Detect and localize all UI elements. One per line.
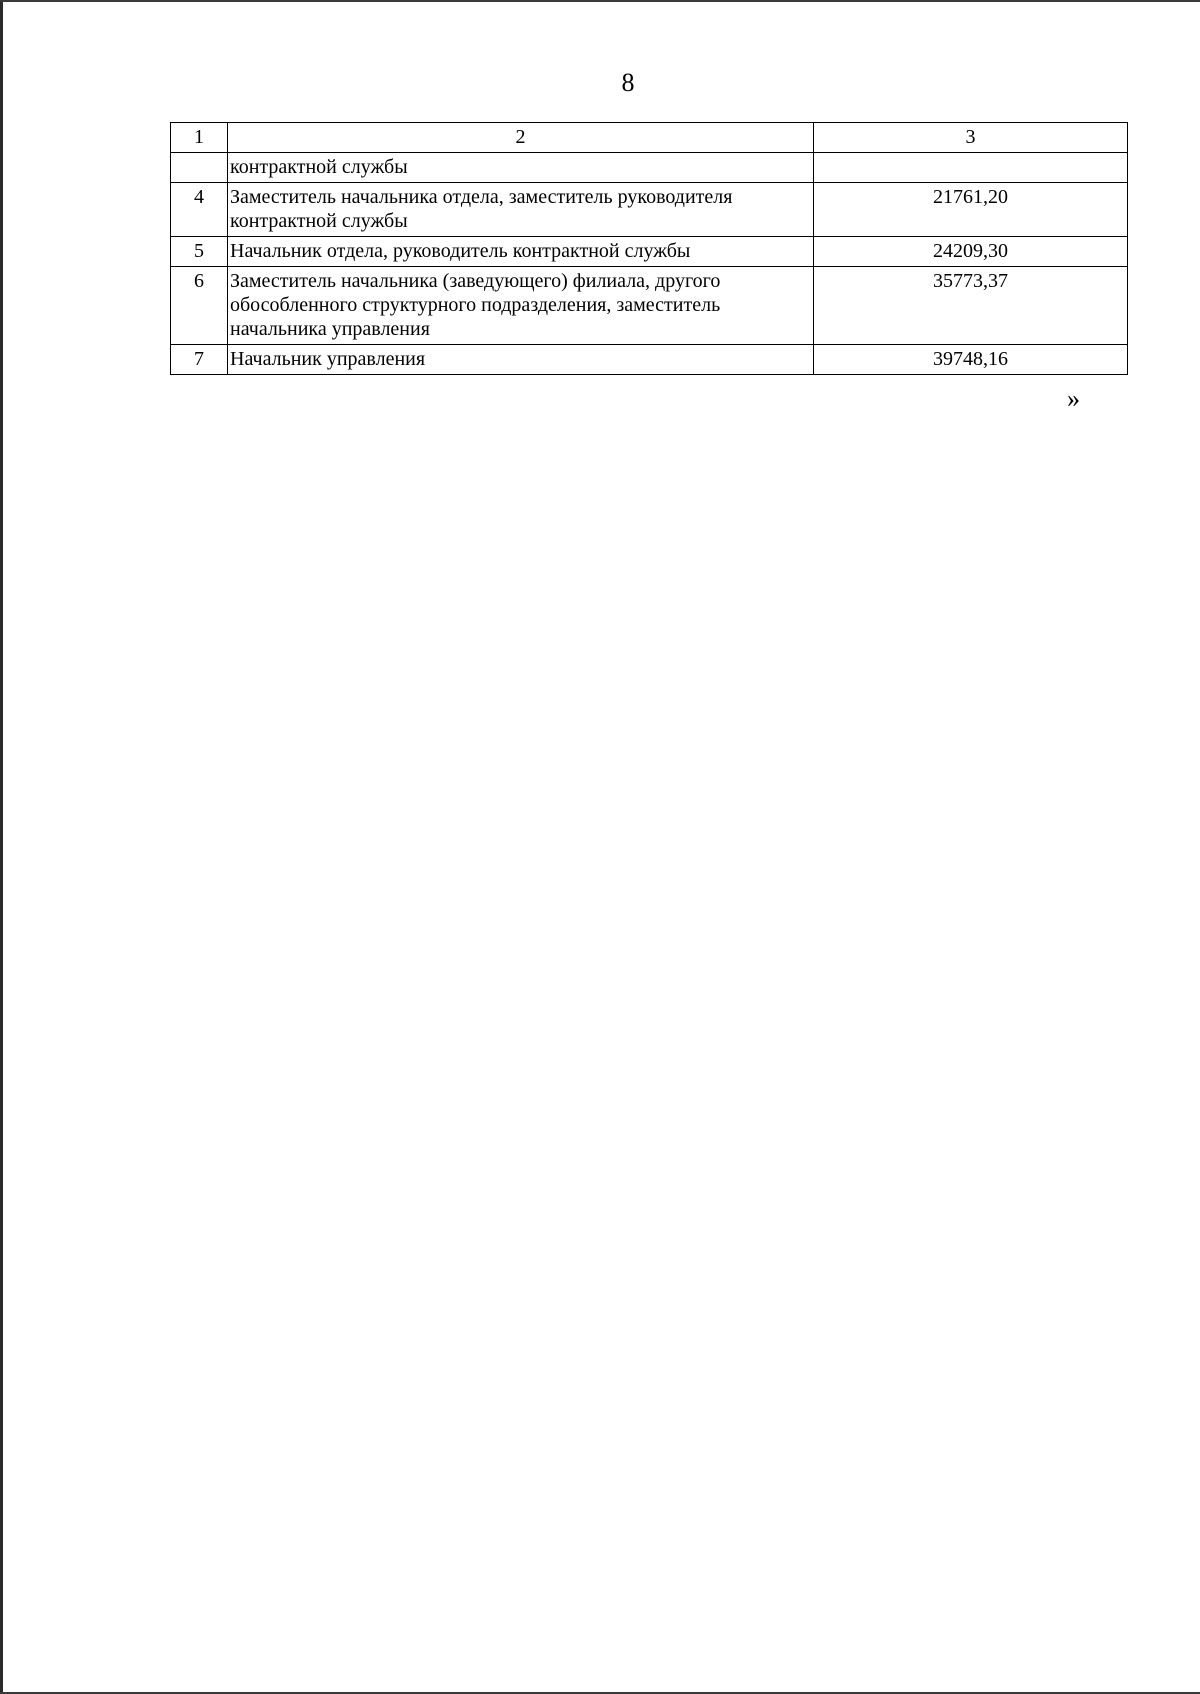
salary-value: 39748,16 — [814, 345, 1128, 375]
table-row — [171, 345, 1128, 375]
table-row — [171, 153, 1128, 183]
position-title: Заместитель начальника (заведующего) филиала, другого обособленного структурного подразделения, заместитель начальника управления — [228, 267, 814, 345]
position-title: контрактной службы — [228, 153, 814, 183]
scan-edge-left — [0, 0, 3, 1694]
column-header-1: 1 — [171, 123, 228, 153]
column-header-2: 2 — [228, 123, 814, 153]
scan-edge-top — [0, 0, 1200, 2]
salary-value: 35773,37 — [814, 267, 1128, 345]
position-title: Заместитель начальника отдела, заместитель руководителя контрактной службы — [228, 183, 814, 237]
table-row — [171, 237, 1128, 267]
row-number: 5 — [171, 237, 228, 267]
salary-table — [170, 122, 1128, 375]
table-row — [171, 267, 1128, 345]
table-row — [171, 183, 1128, 237]
row-number: 7 — [171, 345, 228, 375]
closing-quote-mark: » — [1067, 384, 1080, 413]
position-title: Начальник управления — [228, 345, 814, 375]
page-number: 8 — [621, 68, 635, 97]
salary-value — [814, 153, 1128, 183]
row-number — [171, 153, 228, 183]
position-title: Начальник отдела, руководитель контрактной службы — [228, 237, 814, 267]
row-number: 6 — [171, 267, 228, 345]
row-number: 4 — [171, 183, 228, 237]
salary-value: 24209,30 — [814, 237, 1128, 267]
table-header-row — [171, 123, 1128, 153]
salary-value: 21761,20 — [814, 183, 1128, 237]
column-header-3: 3 — [814, 123, 1128, 153]
